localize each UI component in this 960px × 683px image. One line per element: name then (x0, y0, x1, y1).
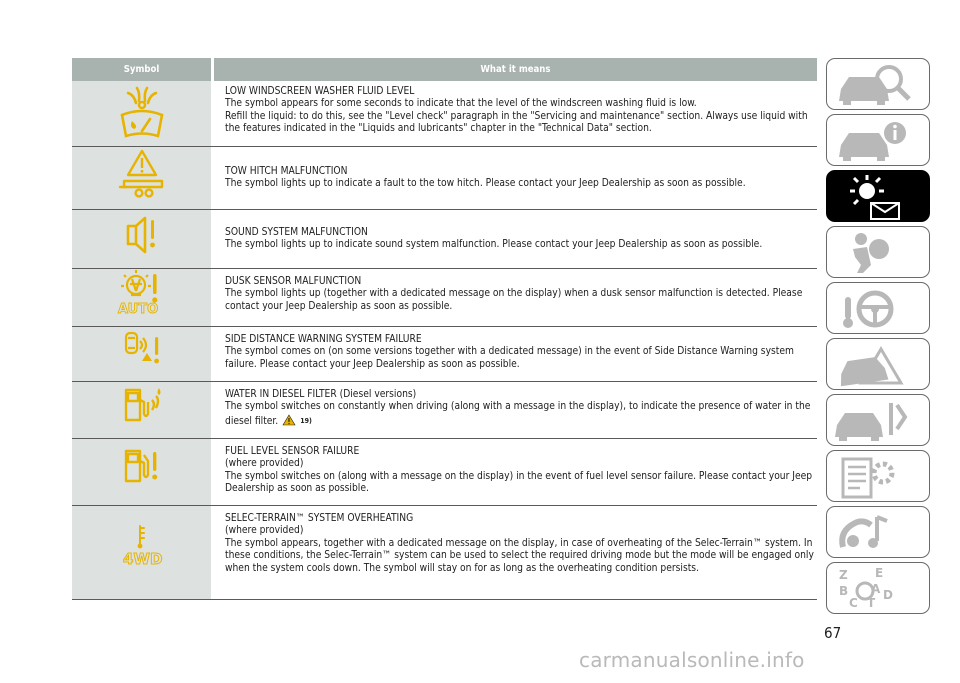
row-title: DUSK SENSOR MALFUNCTION (225, 276, 362, 287)
symbol-cell (72, 210, 211, 268)
row-title: LOW WINDSCREEN WASHER FLUID LEVEL (225, 86, 415, 97)
specs-gear-icon (827, 451, 930, 502)
symbol-cell (72, 147, 211, 209)
tab-car-search[interactable] (826, 58, 930, 110)
svg-text:Z: Z (839, 568, 848, 582)
svg-text:E: E (875, 566, 884, 580)
symbol-cell (72, 81, 211, 146)
svg-text:C: C (849, 596, 858, 610)
4wd-label: 4WD (122, 550, 162, 568)
row-text: The symbol switches on (along with a message on the display) in the event of fuel level sensor failure. Please contact your Jeep Dealership as soon as possible. (225, 470, 813, 495)
table-row (72, 269, 817, 327)
symbol-cell (72, 506, 211, 599)
tab-safety[interactable] (826, 226, 930, 278)
car-search-icon (827, 59, 930, 110)
meaning-cell (214, 382, 817, 438)
tab-starting-driving[interactable] (826, 282, 930, 334)
table-row (72, 81, 817, 147)
row-text: (where provided) (225, 525, 304, 537)
table-row (72, 327, 817, 382)
airbag-passenger-icon (827, 227, 930, 278)
warning-lights-icon (827, 171, 930, 222)
table-header (72, 58, 817, 81)
tab-multimedia[interactable] (826, 506, 930, 558)
tab-warning-lights[interactable] (826, 170, 930, 222)
media-music-icon (827, 507, 930, 558)
symbol-cell (72, 269, 211, 326)
row-text: The symbol lights up (together with a dedicated message on the display) when a dusk sensor malfunction is detected. Please contact your Jeep Dealership as soon as possible. (225, 288, 803, 312)
row-title: FUEL LEVEL SENSOR FAILURE (225, 446, 360, 457)
svg-text:A: A (871, 582, 881, 596)
header-symbol: Symbol (72, 58, 211, 81)
row-title: WATER IN DIESEL FILTER (Diesel versions) (225, 389, 417, 400)
symbol-cell (72, 439, 211, 505)
page-number: 67 (824, 624, 842, 642)
row-text: The symbol lights up to indicate a fault to the tow hitch. Please contact your Jeep Dealership as soon as possible. (225, 178, 746, 190)
car-info-icon (827, 115, 930, 166)
meaning-cell (214, 269, 817, 326)
car-service-icon (827, 395, 930, 446)
windscreen-washer-fluid-icon (112, 81, 172, 141)
footnote-ref: 19) (300, 416, 312, 425)
table-row (72, 506, 817, 600)
tab-emergency[interactable] (826, 338, 930, 390)
table-row (72, 382, 817, 439)
row-text: The symbol appears for some seconds to indicate that the level of the windscreen washing fluid is low. (225, 98, 697, 110)
table-row (72, 147, 817, 210)
water-in-diesel-icon (112, 382, 172, 430)
car-breakdown-icon (827, 339, 930, 390)
auto-light-sensor-icon (112, 269, 172, 321)
row-text: Refill the liquid: to do this, see the "Level check" paragraph in the "Servicing and maintenance" section. Always use liquid with the features indicated in the "Liquids and lubricants" chapter in the "Technical Data" section. (225, 110, 808, 135)
row-text (225, 401, 817, 428)
row-text: The symbol appears, together with a dedicated message on the display, in case of overheating of the Selec-Terrain™ system. In these conditions, the Selec-Terrain™ system can be used to select the required driving mode but the mode will be engaged only when the system cools down. The symbol will stay on for as long as the overheating condition persists. (225, 537, 814, 574)
steering-wheel-icon (827, 283, 930, 334)
4wd-overheat-icon (112, 506, 172, 572)
header-what-it-means: What it means (214, 58, 817, 81)
tow-hitch-warning-icon (112, 147, 172, 207)
warning-triangle-icon (282, 414, 296, 426)
row-text-content: The symbol switches on constantly when driving (along with a message in the display), to indicate the presence of water in the diesel filter. (225, 401, 811, 427)
meaning-cell (214, 147, 817, 209)
alphabetical-index-icon (827, 563, 930, 614)
row-title: SOUND SYSTEM MALFUNCTION (225, 227, 368, 238)
table-row (72, 210, 817, 269)
symbol-cell (72, 327, 211, 381)
tab-index[interactable] (826, 562, 930, 614)
auto-label: AUTO (117, 302, 158, 317)
svg-text:T: T (867, 596, 876, 610)
meaning-cell (214, 327, 817, 381)
table-row (72, 439, 817, 506)
svg-text:D: D (883, 588, 893, 602)
speaker-warning-icon (112, 210, 172, 260)
tab-technical-data[interactable] (826, 450, 930, 502)
row-text: (where provided) (225, 458, 304, 470)
meaning-cell (214, 81, 817, 146)
symbol-cell (72, 382, 211, 438)
tab-servicing[interactable] (826, 394, 930, 446)
meaning-cell (214, 506, 817, 599)
meaning-cell (214, 210, 817, 268)
row-title: TOW HITCH MALFUNCTION (225, 166, 348, 177)
row-title: SELEC-TERRAIN™ SYSTEM OVERHEATING (225, 513, 414, 524)
watermark: carmanualsonline.info (579, 648, 805, 672)
row-title: SIDE DISTANCE WARNING SYSTEM FAILURE (225, 334, 422, 345)
meaning-cell (214, 439, 817, 505)
row-text: The symbol comes on (on some versions together with a dedicated message) in the event of Side Distance Warning system failure. Please contact your Jeep Dealership as soon as possible. (225, 346, 794, 370)
svg-text:B: B (839, 584, 849, 598)
side-distance-warning-icon (112, 327, 172, 371)
warning-symbols-table (72, 58, 817, 600)
fuel-sensor-warning-icon (112, 439, 172, 487)
tab-car-info[interactable] (826, 114, 930, 166)
row-text: The symbol lights up to indicate sound system malfunction. Please contact your Jeep Dealership as soon as possible. (225, 239, 763, 251)
